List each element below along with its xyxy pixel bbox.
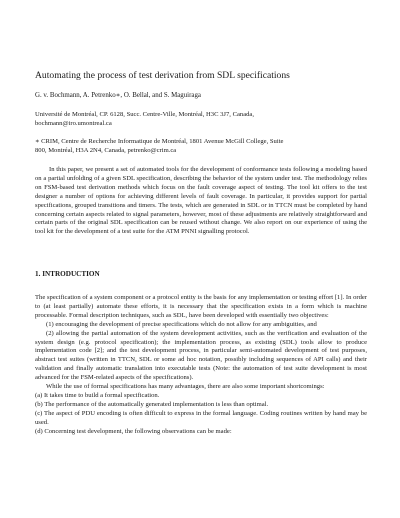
introduction-body	[35, 294, 367, 437]
affiliation-udem	[35, 111, 367, 128]
abstract	[35, 166, 367, 237]
intro-paragraph: (c) The aspect of PDU encoding is often difficult to express in the formal language. Coding routines written by hand may be used.	[35, 409, 367, 426]
intro-paragraph: (d) Concerning test development, the following observations can be made:	[35, 427, 232, 435]
affiliation-email: bochmann@iro.umontreal.ca	[35, 119, 112, 127]
intro-paragraph: (a) It takes time to build a formal specification.	[35, 391, 160, 399]
affiliation-line: 800, Montréal, H3A 2N4, Canada, petrenko@crim.ca	[35, 146, 177, 154]
intro-paragraph: While the use of formal specifications has many advantages, there are also some important shortcomings:	[46, 383, 325, 391]
paper-title: Automating the process of test derivation from SDL specifications	[35, 70, 290, 81]
affiliation-crim	[35, 138, 367, 155]
author-list: G. v. Bochmann, A. Petrenko∗, O. Bellal, and S. Maguiraga	[35, 92, 201, 99]
affiliation-line: ∗ CRIM, Centre de Recherche Informatique de Montréal, 1801 Avenue McGill College, Suite	[35, 138, 284, 145]
intro-paragraph: (2) allowing the partial automation of the system development activities, such as the verification and evaluation of the system design (e.g. protocol specification); the implementation process, as existing (SDL) tools allow to produce implementation code [2]; and the test development process, in particular semi-automated development of test purposes, abstract test suites (written in TTCN, SDL or some ad hoc notation, possibly including sequences of API calls) and their validation and finally automatic translation into executable tests (Note: the automation of test suite development is most advanced for the FSM-related aspects of the specifications).	[35, 329, 367, 382]
intro-paragraph: (1) encouraging the development of precise specifications which do not allow for any ambiguities, and	[46, 320, 317, 328]
intro-paragraph: The specification of a system component or a protocol entity is the basis for any implementation or testing effort [1]. In order to (at least partially) automate these efforts, it is necessary that the specification exists in a form which is machine processable. Formal description techniques, such as SDL, have been developed with essentially two objectives:	[35, 294, 367, 319]
intro-paragraph: (b) The performance of the automatically generated implementation is less than optimal.	[35, 400, 269, 408]
affiliation-line: Université de Montréal, CP. 6128, Succ. Centre-Ville, Montréal, H3C 3J7, Canada,	[35, 111, 254, 118]
abstract-text: In this paper, we present a set of automated tools for the development of conformance tests following a modeling based on a partial unfolding of a given SDL specification, describing the behavior of the system under test. The methodology relies on FSM-based test derivation methods which focus on the fault coverage aspect of testing. The tool kit offers to the test designer a number of options for achieving different levels of fault coverage. In particular, it provides support for partial specifications, grouped transitions and timers. The tests, which are generated in SDL or in TTCN must be completed by hand concerning certain aspects related to signal parameters, however, most of these adjustments are relatively straightforward and certain parts of the original SDL specification can be reused without change. We also report on our experience of using the tool kit for the development of a test suite for the ATM PNNI signalling protocol.	[35, 166, 367, 236]
section-heading: 1. INTRODUCTION	[35, 270, 100, 278]
